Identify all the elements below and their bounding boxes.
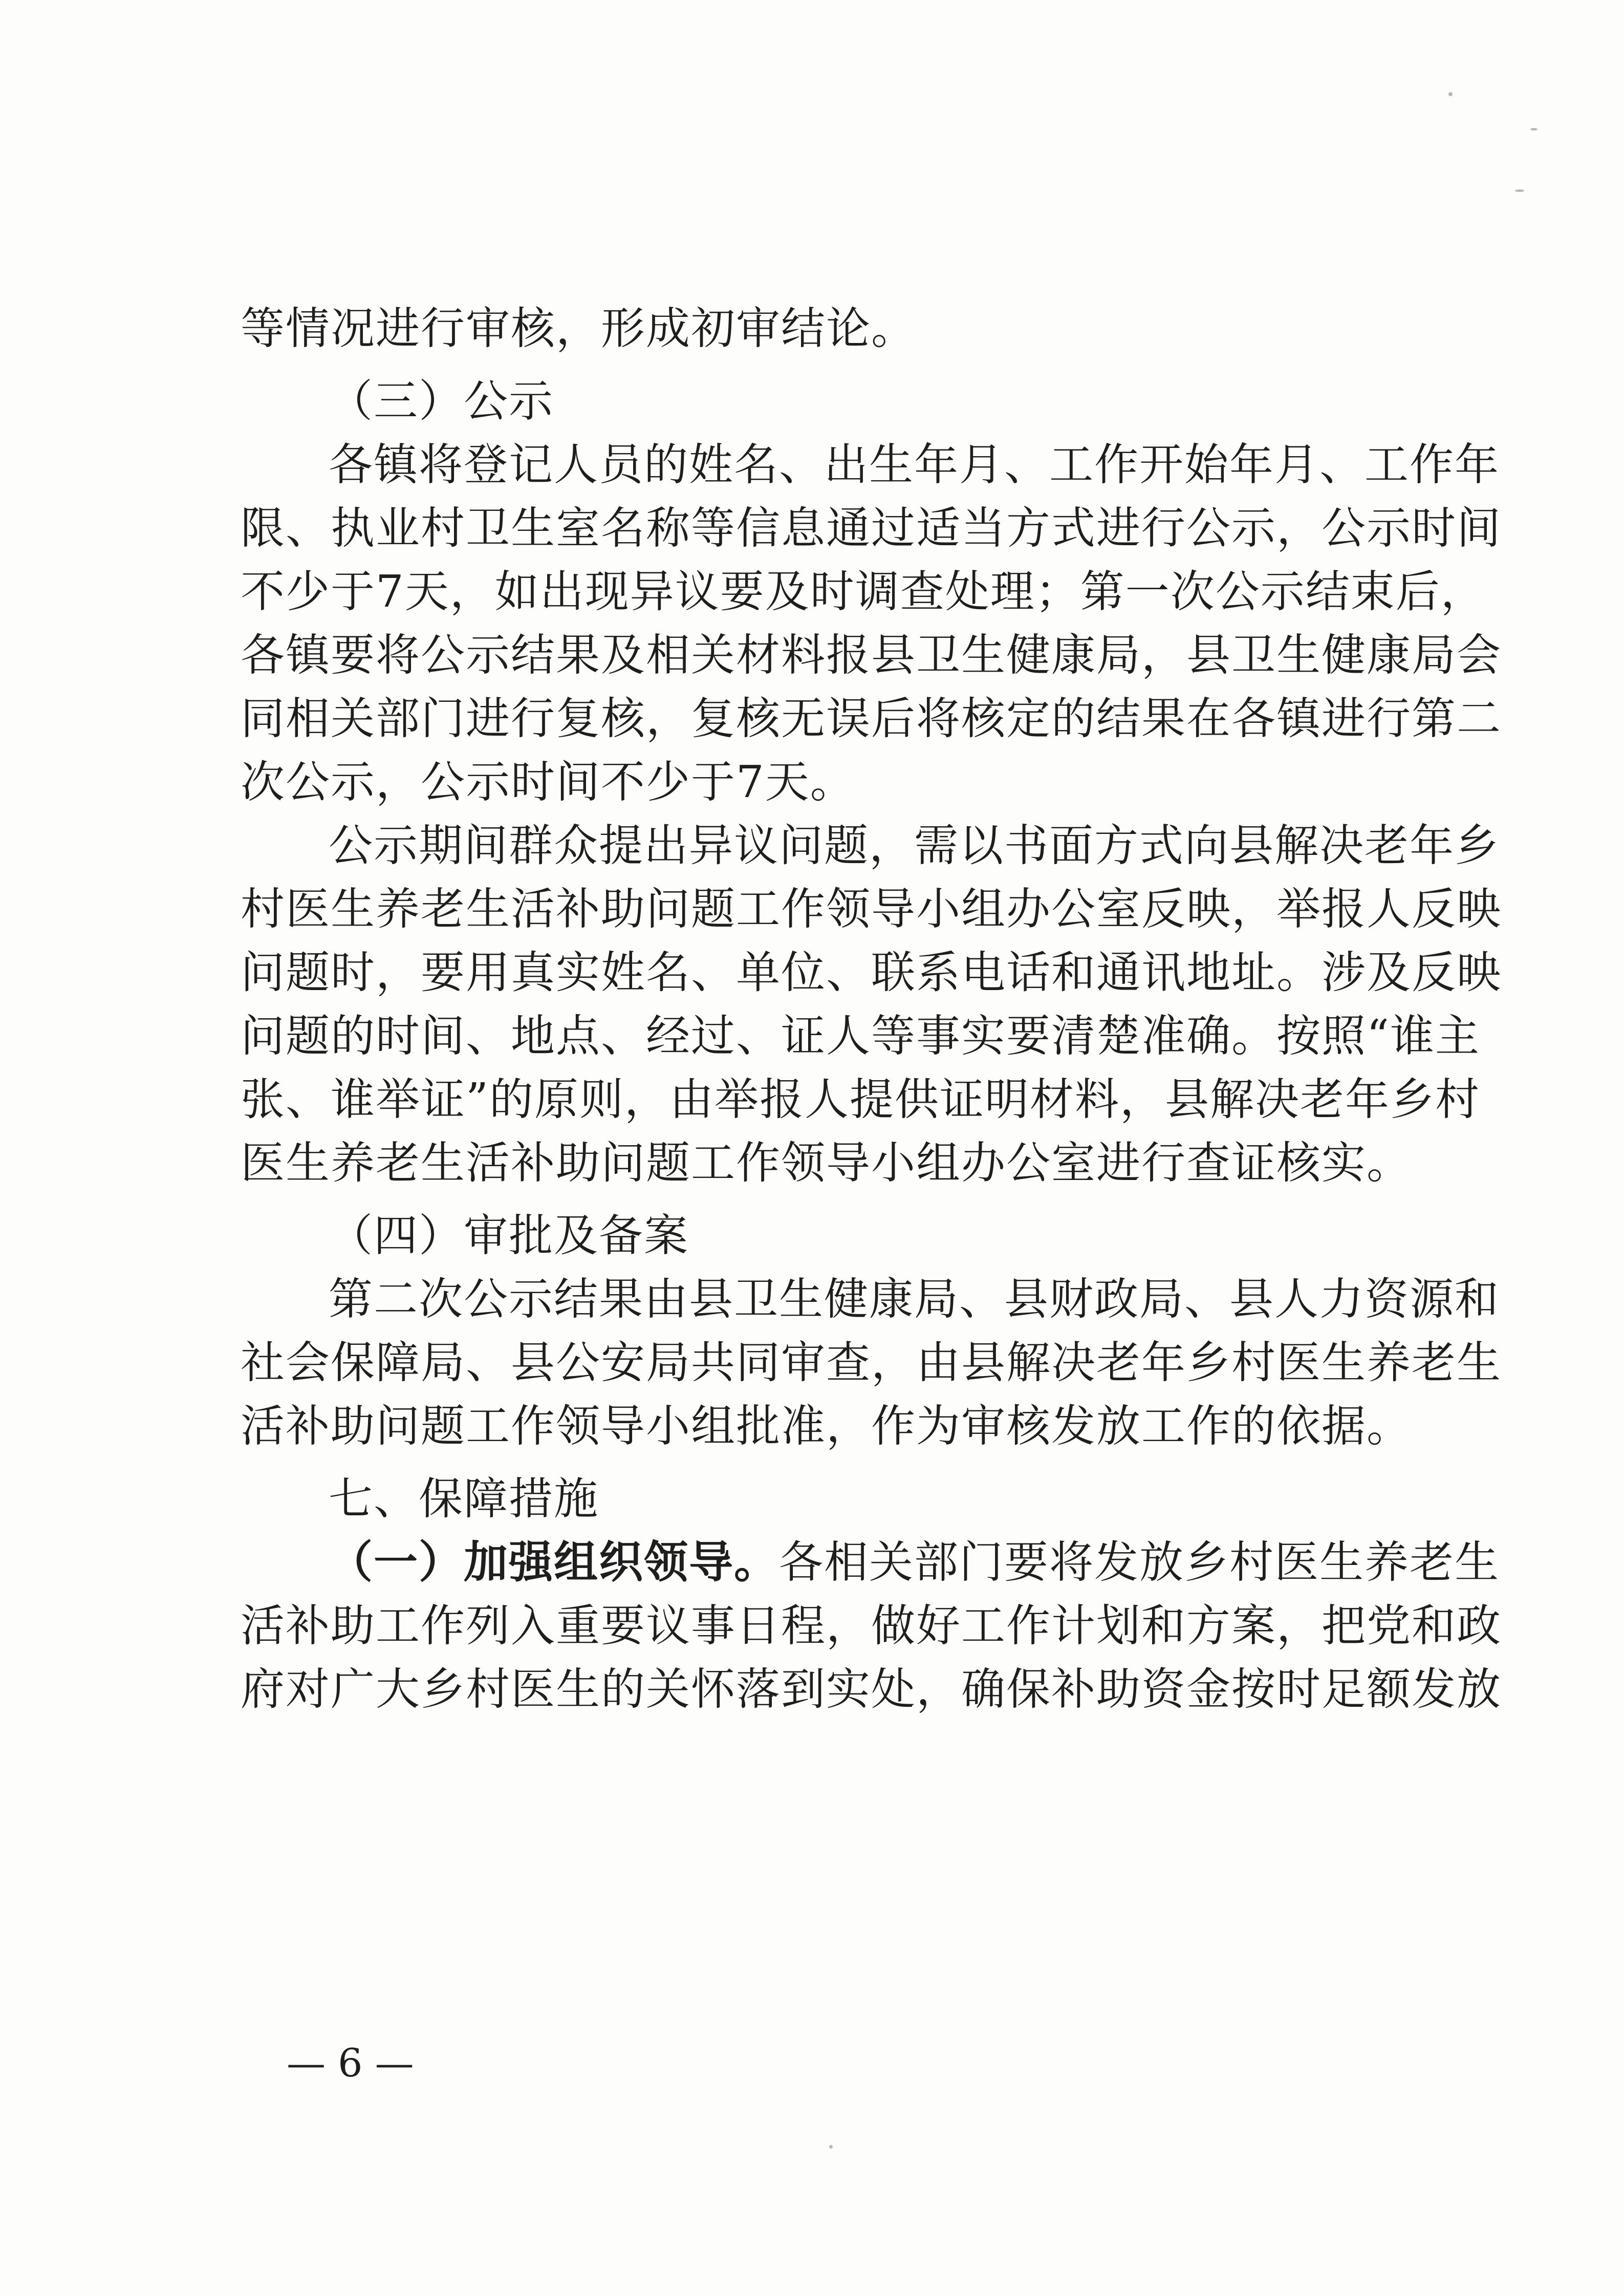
- page-number: — 6 —: [287, 2040, 414, 2086]
- document-body: [241, 297, 1502, 1721]
- body-line: 社会保障局、县公安局共同审查，由县解决老年乡村医生养老生: [241, 1337, 1502, 1388]
- chapter-heading-safeguards: 七、保障措施: [329, 1473, 599, 1525]
- body-line: 同相关部门进行复核，复核无误后将核定的结果在各镇进行第二: [241, 693, 1502, 744]
- body-line: 各镇要将公示结果及相关材料报县卫生健康局，县卫生健康局会: [241, 630, 1502, 681]
- body-text: 各相关部门要将发放乡村医生养老生: [779, 1537, 1500, 1588]
- body-line: 医生养老生活补助问题工作领导小组办公室进行查证核实。: [241, 1138, 1412, 1189]
- body-line: 各镇将登记人员的姓名、出生年月、工作开始年月、工作年: [329, 439, 1500, 490]
- body-line: [241, 1531, 1500, 1594]
- section-heading-approval: （四）审批及备案: [329, 1210, 689, 1261]
- body-line: 问题时，要用真实姓名、单位、联系电话和通讯地址。涉及反映: [241, 947, 1502, 998]
- body-line: 限、执业村卫生室名称等信息通过适当方式进行公示，公示时间: [241, 503, 1502, 554]
- body-line: 第二次公示结果由县卫生健康局、县财政局、县人力资源和: [329, 1274, 1500, 1325]
- body-line: 府对广大乡村医生的关怀落到实处，确保补助资金按时足额发放: [241, 1664, 1502, 1715]
- body-line: 活补助问题工作领导小组批准，作为审核发放工作的依据。: [241, 1401, 1412, 1452]
- scan-speck: [1530, 128, 1538, 131]
- body-line: 次公示，公示时间不少于7天。: [241, 757, 855, 808]
- section-heading-publicity: （三）公示: [329, 376, 554, 427]
- body-line: 等情况进行审核，形成初审结论。: [241, 303, 916, 354]
- scan-speck: [1515, 189, 1524, 192]
- body-line: 公示期间群众提出异议问题，需以书面方式向县解决老年乡: [329, 820, 1500, 871]
- body-line: 活补助工作列入重要议事日程，做好工作计划和方案，把党和政: [241, 1600, 1502, 1651]
- body-line: 村医生养老生活补助问题工作领导小组办公室反映，举报人反映: [241, 884, 1502, 935]
- scan-speck: [1448, 92, 1453, 96]
- scan-speck: [829, 2145, 833, 2149]
- body-line: 不少于7天，如出现异议要及时调查处理；第一次公示结束后，: [241, 566, 1486, 617]
- body-line: 问题的时间、地点、经过、证人等事实要清楚准确。按照“谁主: [241, 1011, 1480, 1062]
- bold-lead-text: （一）加强组织领导。: [329, 1537, 779, 1588]
- body-line: 张、谁举证”的原则，由举报人提供证明材料，县解决老年乡村: [241, 1074, 1480, 1125]
